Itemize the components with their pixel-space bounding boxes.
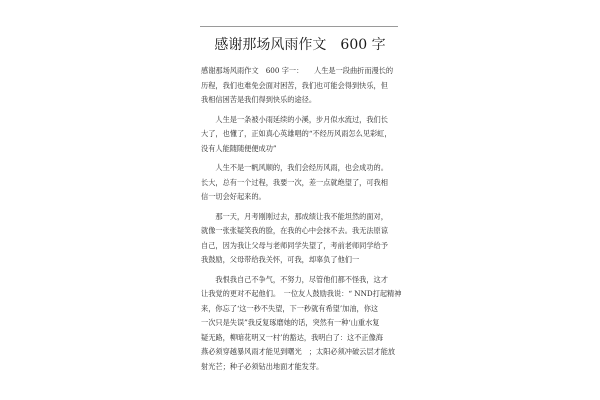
body-line: 人生不是一帆风顺的，我们会经历风雨，也会成功的。: [201, 163, 388, 172]
body-line: 信一切会好起来的。: [201, 192, 266, 201]
document-body: [201, 64, 416, 374]
body-line: 人生是一条被小雨延续的小溪，步月似水流过，我们长: [201, 114, 388, 124]
body-line: 来，你忘了‘这一秒不失望，下一秒就有希望’加油，你这: [201, 303, 379, 313]
body-line: 燕必须穿越暴风雨才能见到曙光 ；太阳必须冲破云层才能放: [201, 347, 396, 356]
body-line: 感谢那场风雨作文 600 字一： 人生是一段曲折而漫长的: [201, 66, 394, 75]
body-line: 那一天，月考刚刚过去，那成绩让我不能坦然的面对，: [201, 211, 388, 221]
document-title: 感谢那场风雨作文 600 字: [214, 37, 386, 53]
body-line: 我相信困苦是我们得到快乐的途径。: [201, 95, 317, 104]
body-line: 没有人能随随便便成功”: [201, 143, 277, 153]
body-line: 射光芒；种子必须钻出地面才能发芽。: [201, 361, 324, 371]
body-line: 我鼓励，父母带给我关怀，可我，却辜负了他们一: [201, 255, 360, 264]
body-line: 长大，总有一个过程，我要一次，差一点就绝望了，可我相: [201, 177, 388, 187]
body-line: 大了，也懂了，正如真心英雄唱的“不经历风雨怎么见彩虹，: [201, 129, 392, 138]
body-line: 历程，我们也难免会面对困苦，我们也可能会得到快乐，但: [201, 80, 388, 90]
body-line: 疑无路，柳暗花明又一村’的豁达，我明白了：这不正像海: [201, 332, 383, 342]
body-line: 自己，因为我让父母与老师同学失望了，考前老师同学给予: [201, 240, 388, 250]
body-line: 让我觉的更对不起他们。 一位友人鼓励我说：“ NND打起精神: [201, 289, 402, 298]
body-line: 我恨我自己不争气，不努力，尽管他们都不怪我，这才: [201, 274, 388, 284]
body-line: 就像一张张疑笑我的脸，在我的心中会抹不去。我无法原谅: [201, 226, 388, 235]
body-line: 一次只是失误”我反复琢磨她的话，突然有一种‘山重水复: [201, 318, 380, 327]
top-divider: [200, 26, 398, 27]
